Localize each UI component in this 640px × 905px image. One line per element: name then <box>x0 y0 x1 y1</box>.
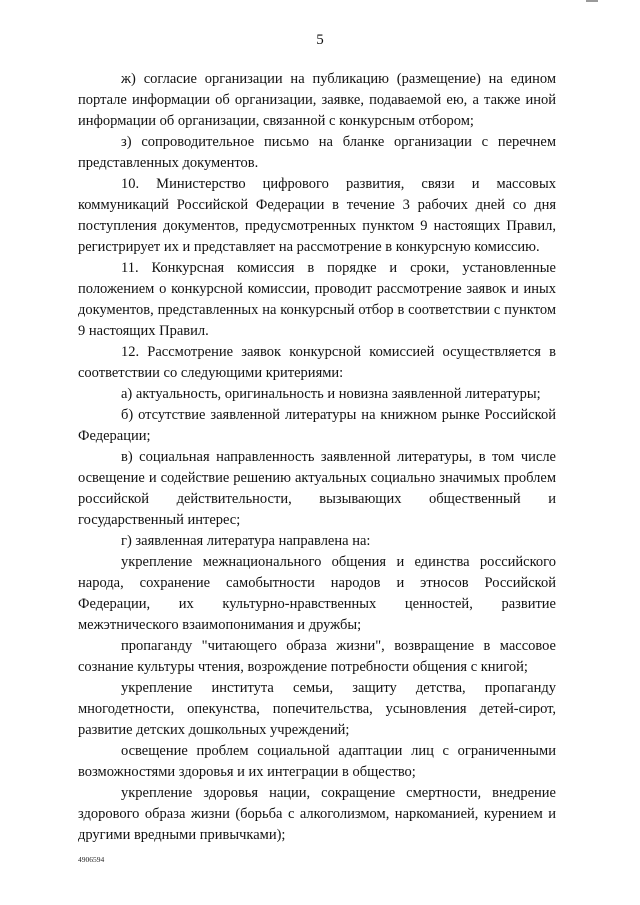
paragraph-10-ministry: 10. Министерство цифрового развития, связи и массовых коммуникаций Российской Федерации в течение 3 рабочих дней со дня поступления документов, предусмотренных пунктом 9 настоящих Правил, регистрирует их и представляет на рассмотрение в конкурсную комиссию. <box>78 176 556 255</box>
criterion-v-social-focus: в) социальная направленность заявленной литературы, в том числе освещение и содействие решению актуальных социально значимых проблем российской действительности, вызывающих общественный и государственный интерес; <box>78 449 556 528</box>
paragraph-z-cover-letter: з) сопроводительное письмо на бланке организации с перечнем представленных документов. <box>78 134 556 171</box>
scan-mark <box>586 0 598 2</box>
criterion-g-directed-at: г) заявленная литература направлена на: <box>121 533 371 549</box>
paragraph-zh-consent: ж) согласие организации на публикацию (размещение) на едином портале информации об организации, заявке, подаваемой ею, а также иной информации об организации, связанной с конкурсным отбором; <box>78 71 556 129</box>
criterion-b-market-absence: б) отсутствие заявленной литературы на книжном рынке Российской Федерации; <box>78 407 556 444</box>
page-number: 5 <box>316 32 324 48</box>
goal-nation-health: укрепление здоровья нации, сокращение смертности, внедрение здорового образа жизни (борьба с алкоголизмом, наркоманией, курением и другими вредными привычками); <box>78 785 556 843</box>
paragraph-11-commission: 11. Конкурсная комиссия в порядке и сроки, установленные положением о конкурсной комиссии, проводит рассмотрение заявок и иных документов, представленных на конкурсный отбор в соответствии с пунктом 9 настоящих Правил. <box>78 260 556 339</box>
paragraph-12-criteria: 12. Рассмотрение заявок конкурсной комиссией осуществляется в соответствии со следующими критериями: <box>78 344 556 381</box>
document-body <box>78 69 556 846</box>
goal-social-adaptation: освещение проблем социальной адаптации лиц с ограниченными возможностями здоровья и их интеграции в общество; <box>78 743 556 780</box>
document-code: 4906594 <box>78 855 105 864</box>
goal-interethnic-unity: укрепление межнационального общения и единства российского народа, сохранение самобытности народов и этносов Российской Федерации, их культурно-нравственных ценностей, развитие межэтнического взаимопонимания и дружбы; <box>78 554 556 633</box>
criterion-a-relevance: а) актуальность, оригинальность и новизна заявленной литературы; <box>121 386 541 402</box>
goal-family-childhood: укрепление института семьи, защиту детства, пропаганду многодетности, опекунства, попечительства, усыновления детей-сирот, развитие детских дошкольных учреждений; <box>78 680 556 738</box>
goal-reading-lifestyle: пропаганду "читающего образа жизни", возвращение в массовое сознание культуры чтения, возрождение потребности общения с книгой; <box>78 638 556 675</box>
